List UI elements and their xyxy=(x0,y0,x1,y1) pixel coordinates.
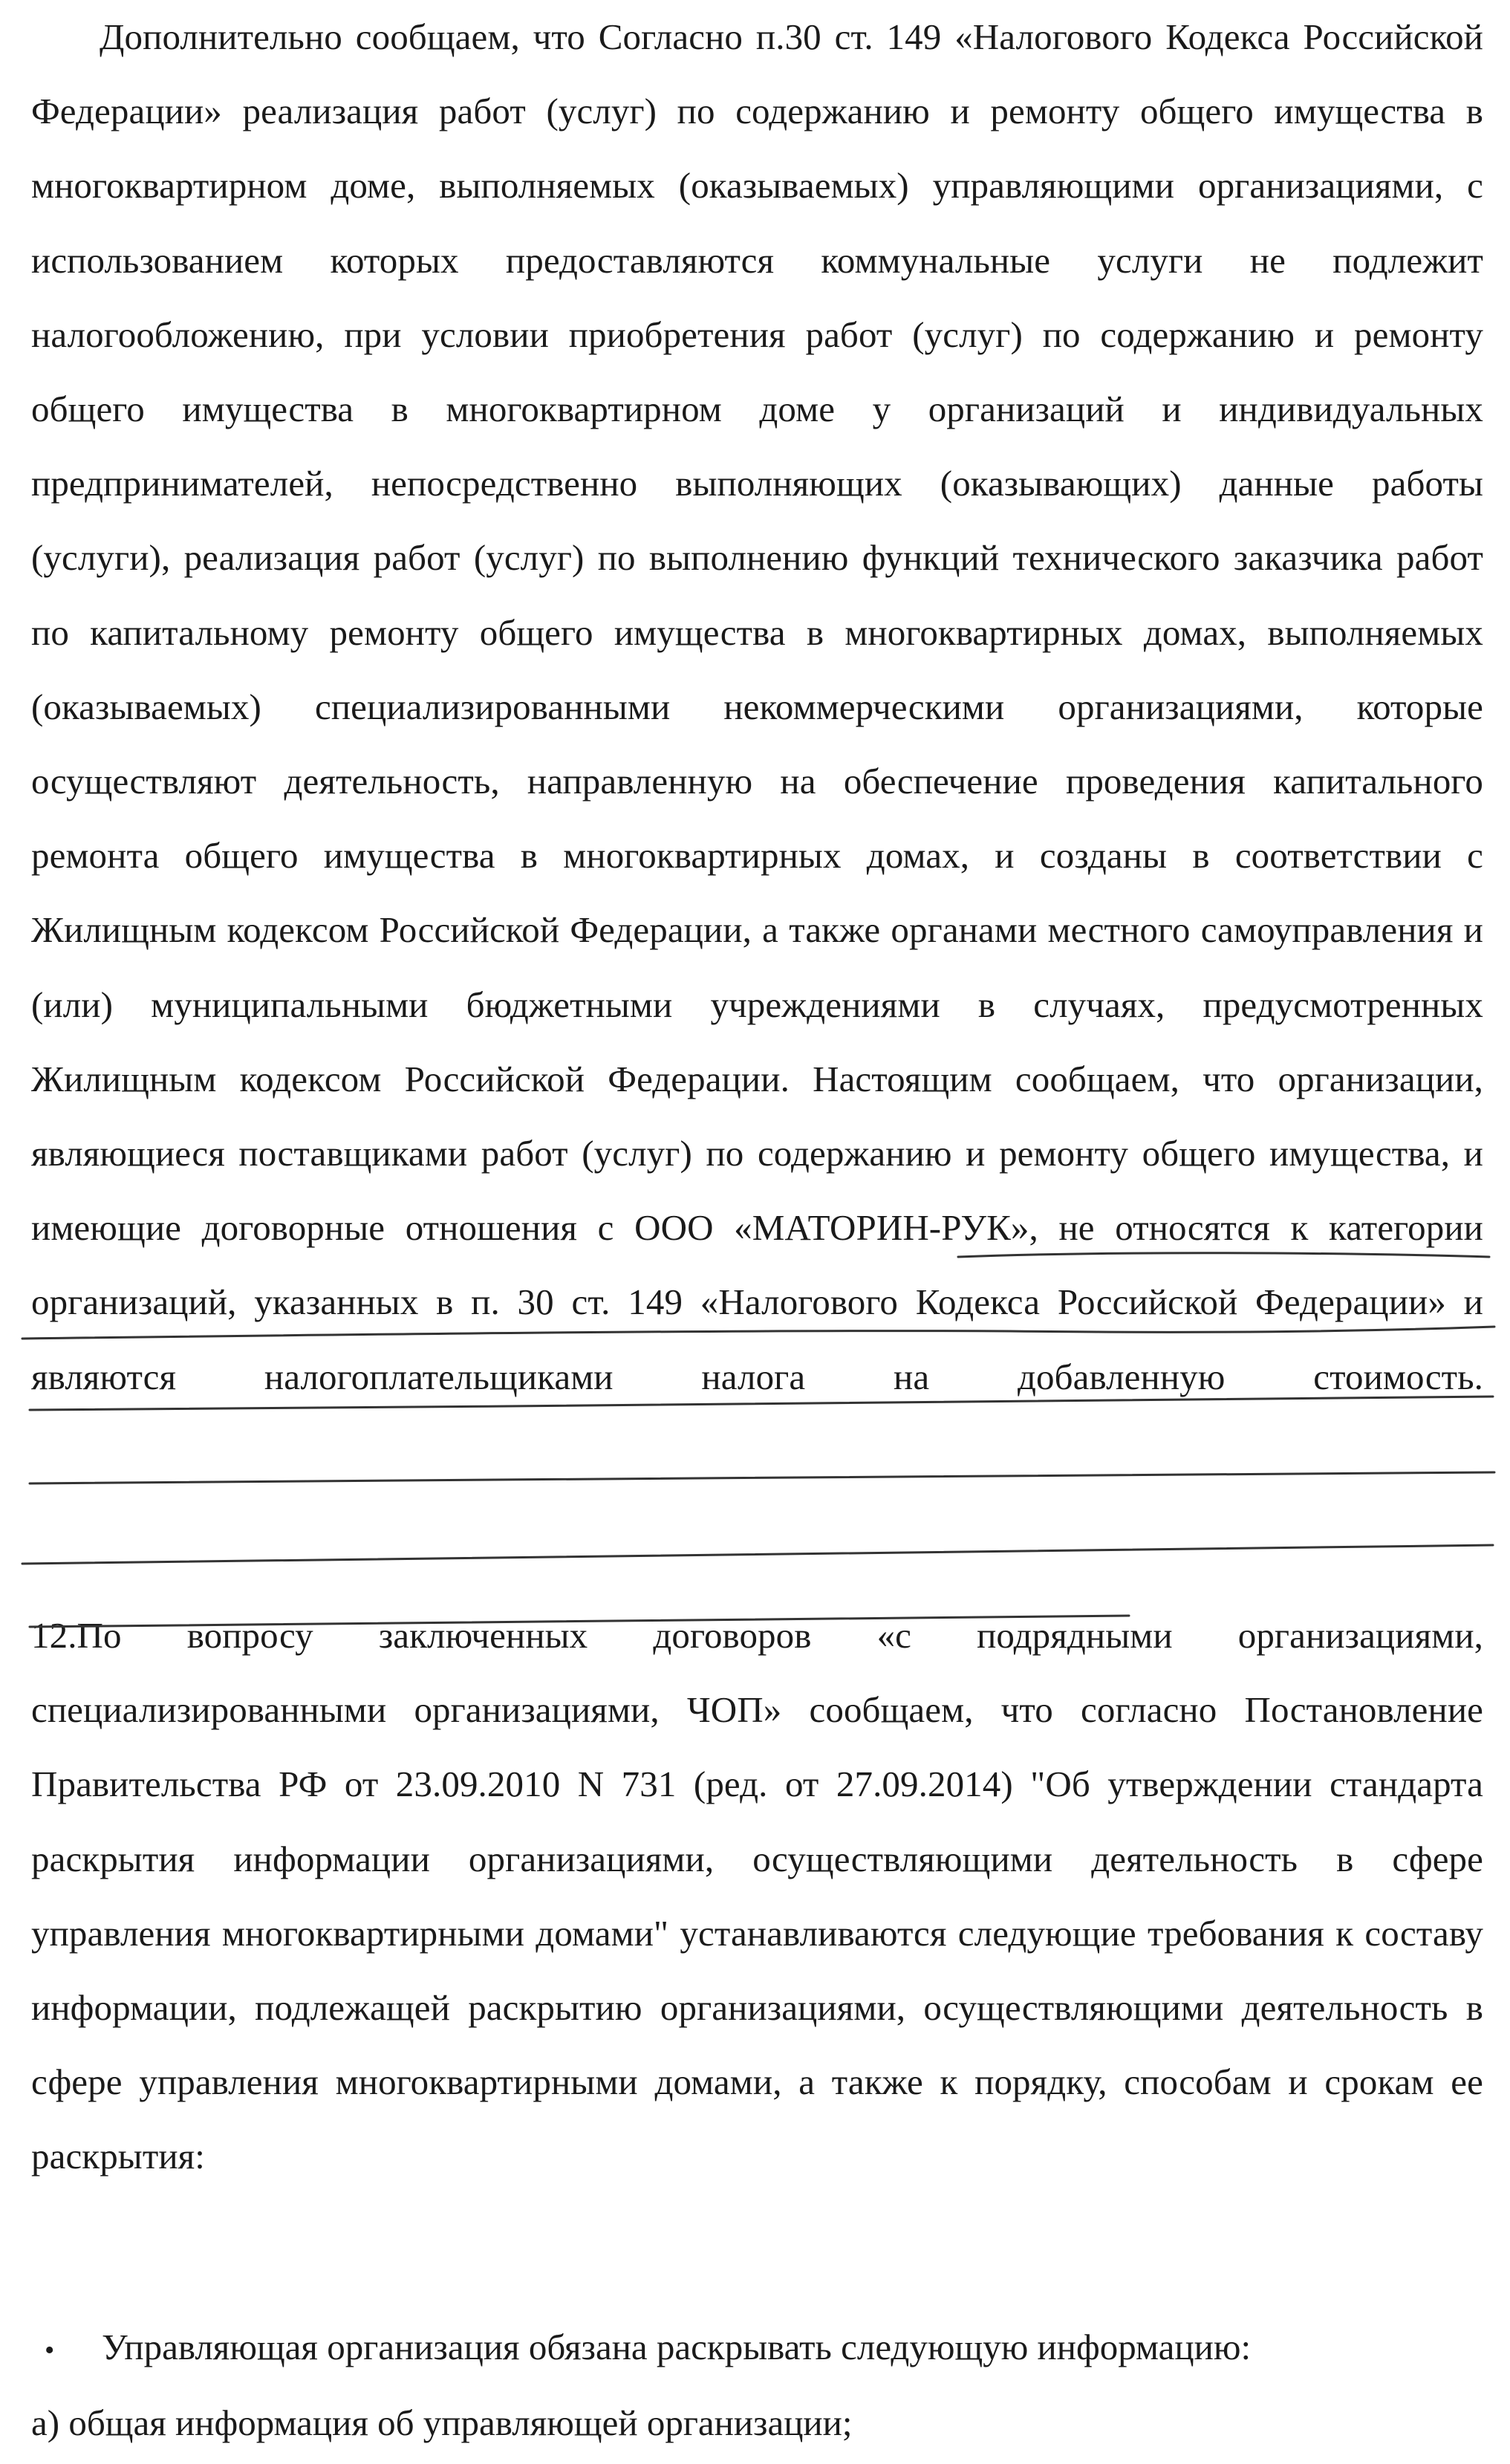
paragraph-contracts: 12.По вопросу заключенных договоров «с подрядными организациями, специализированными организациями, ЧОП» сообщаем, что согласно Постановление Правительства РФ от 23.09.2010 N 731 (ред. от 27.09.2014) "Об утверждении стандарта раскрытия информации организациями, осуществляющими деятельность в сфере управления многоквартирными домами" устанавливаются следующие требования к составу информации, подлежащей раскрытию организациями, осуществляющими деятельность в сфере управления многоквартирными домами, а также к порядку, способам и срокам ее раскрытия: xyxy=(31,1615,1483,2177)
bullet-list-item xyxy=(31,2310,1487,2387)
sub-item-a: а) общая информация об управляющей организации; xyxy=(31,2402,853,2443)
bullet-item-text: Управляющая организация обязана раскрывать следующую информацию: xyxy=(102,2327,1252,2367)
underline-4 xyxy=(30,1472,1494,1483)
paragraph-vat-exemption: Дополнительно сообщаем, что Согласно п.30 ст. 149 «Налогового Кодекса Российской Федерации» реализация работ (услуг) по содержанию и ремонту общего имущества в многоквартирном доме, выполняемых (оказываемых) управляющими организациями, с использованием которых предоставляются коммунальные услуги не подлежит налогообложению, при условии приобретения работ (услуг) по содержанию и ремонту общего имущества в многоквартирном доме у организаций и индивидуальных предпринимателей, непосредственно выполняющих (оказывающих) данные работы (услуги), реализация работ (услуг) по выполнению функций технического заказчика работ по капитальному ремонту общего имущества в многоквартирных домах, выполняемых (оказываемых) специализированными некоммерческими организациями, которые осуществляют деятельность, направленную на обеспечение проведения капитального ремонта общего имущества в многоквартирных домах, и созданы в соответствии с Жилищным кодексом Российской Федерации, а также органами местного самоуправления и (или) муниципальными бюджетными учреждениями в случаях, предусмотренных Жилищным кодексом Российской Федерации. Настоящим сообщаем, что организации, являющиеся поставщиками работ (услуг) по содержанию и ремонту общего имущества, и имеющие договорные отношения с ООО «МАТОРИН-РУК», не относятся к категории организаций, указанных в п. 30 ст. 149 «Налогового Кодекса Российской Федерации» и являются налогоплательщиками налога на добавленную стоимость. xyxy=(31,16,1483,1397)
underline-5 xyxy=(22,1545,1493,1564)
bullet-icon: • xyxy=(45,2335,55,2366)
